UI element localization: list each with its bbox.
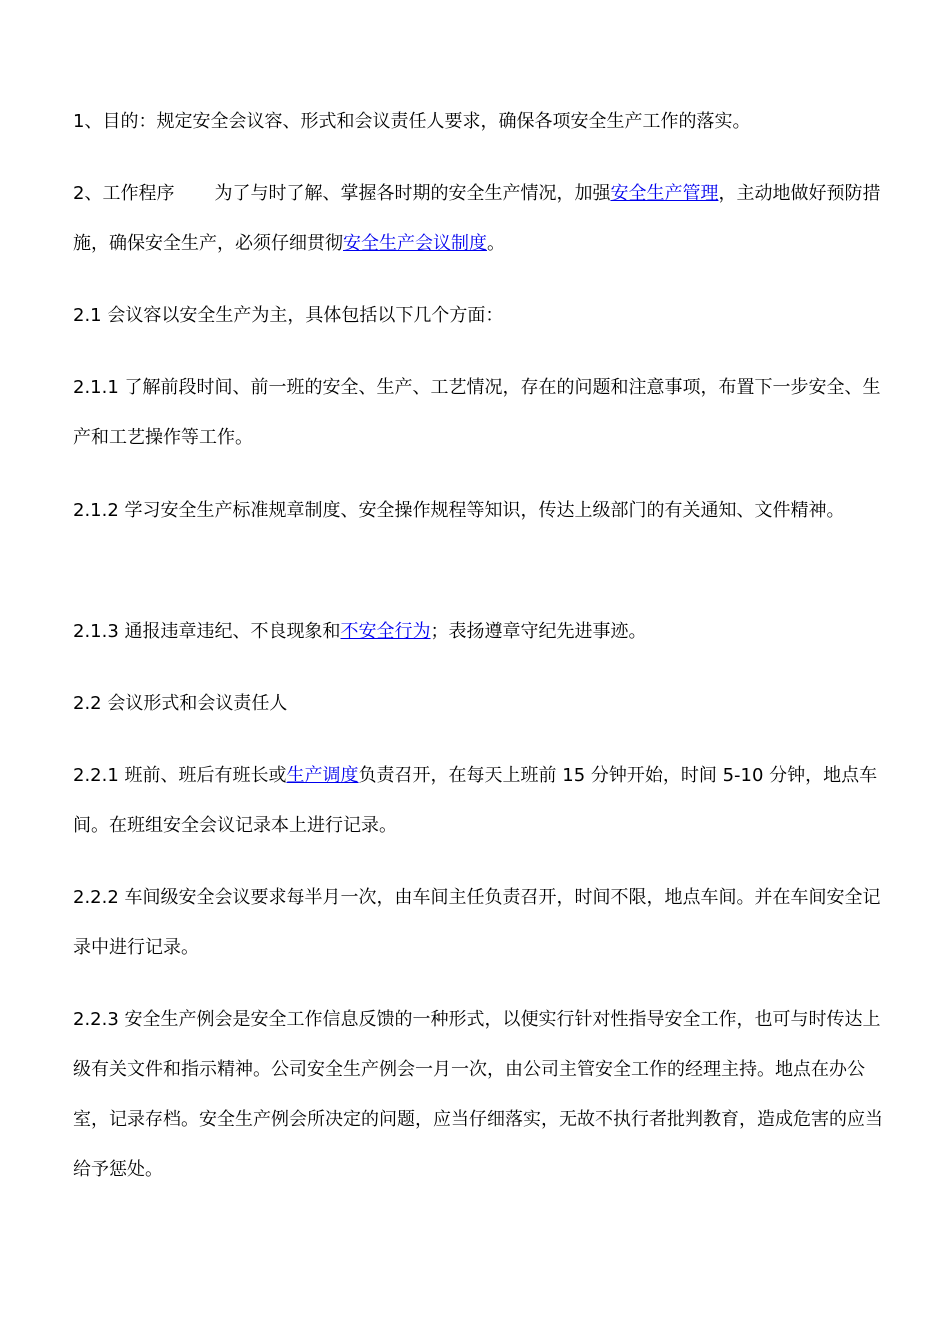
paragraph-2-1-2: [73, 486, 893, 536]
paragraph-2-1-1: [73, 363, 893, 463]
paragraph-2-2-3: [73, 995, 893, 1195]
section-2-1-1-text: 2.1.1 了解前段时间、前一班的安全、生产、工艺情况，存在的问题和注意事项，布置下一步安全、生产和工艺操作等工作。: [73, 377, 881, 448]
procedure-text-c: 。: [487, 233, 505, 254]
paragraph-procedure: [73, 169, 893, 269]
purpose-text: 1、目的：规定安全会议容、形式和会议责任人要求，确保各项安全生产工作的落实。: [73, 111, 751, 132]
link-safety-meeting-system[interactable]: 安全生产会议制度: [343, 233, 487, 254]
section-2-1-2-text: 2.1.2 学习安全生产标准规章制度、安全操作规程等知识，传达上级部门的有关通知、文件精神。: [73, 500, 845, 521]
section-2-2-text: 2.2 会议形式和会议责任人: [73, 693, 288, 714]
link-production-dispatch[interactable]: 生产调度: [286, 765, 359, 786]
section-2-2-3-text: 2.2.3 安全生产例会是安全工作信息反馈的一种形式，以便实行针对性指导安全工作，也可与时传达上级有关文件和指示精神。公司安全生产例会一月一次，由公司主管安全工作的经理主持。地点在办公室，记录存档。安全生产例会所决定的问题，应当仔细落实，无故不执行者批判教育，造成危害的应当给予惩处。: [73, 1009, 883, 1180]
link-unsafe-behavior[interactable]: 不安全行为: [340, 621, 431, 642]
paragraph-2-1-3: [73, 607, 893, 657]
section-2-2-2-text: 2.2.2 车间级安全会议要求每半月一次，由车间主任负责召开，时间不限，地点车间。并在车间安全记录中进行记录。: [73, 887, 881, 958]
paragraph-2-2: [73, 679, 893, 729]
section-2-2-1-text-a: 2.2.1 班前、班后有班长或: [73, 765, 287, 786]
paragraph-purpose: [73, 97, 893, 147]
procedure-text-a: 为了与时了解、掌握各时期的安全生产情况，加强: [214, 183, 611, 204]
procedure-text-b: ，主动地做好预防措施，确保安全生产，必须仔细贯彻: [73, 183, 881, 254]
section-2-1-3-text-a: 2.1.3 通报违章违纪、不良现象和: [73, 621, 341, 642]
section-2-1-text: 2.1 会议容以安全生产为主，具体包括以下几个方面：: [73, 305, 504, 326]
section-2-2-1-text-b: 负责召开，在每天上班前 15 分钟开始，时间 5-10 分钟，地点车间。在班组安全会议记录本上进行记录。: [73, 765, 878, 836]
paragraph-2-2-1: [73, 751, 893, 851]
procedure-heading: 2、工作程序: [73, 183, 175, 204]
paragraph-2-2-2: [73, 873, 893, 973]
section-2-1-3-text-b: ；表扬遵章守纪先进事迹。: [430, 621, 647, 642]
link-safety-management[interactable]: 安全生产管理: [610, 183, 719, 204]
paragraph-2-1: [73, 291, 893, 341]
